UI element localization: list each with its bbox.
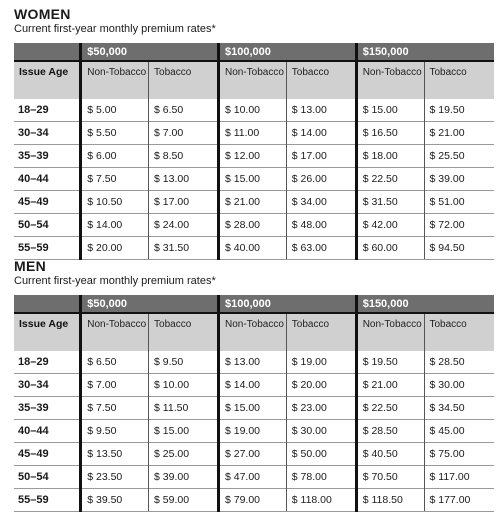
tobacco-rate-cell: $ 6.50 <box>149 99 219 122</box>
tobacco-rate-cell: $ 39.00 <box>424 168 494 191</box>
tobacco-rate-cell: $ 48.00 <box>286 214 356 237</box>
men-subtitle: Current first-year monthly premium rates* <box>14 275 216 287</box>
non-tobacco-rate-cell: $ 70.50 <box>356 466 424 489</box>
non-tobacco-rate-cell: $ 27.00 <box>218 443 286 466</box>
tobacco-header: Tobacco <box>424 313 494 351</box>
tobacco-rate-cell: $ 25.50 <box>424 145 494 168</box>
non-tobacco-rate-cell: $ 28.00 <box>218 214 286 237</box>
tobacco-rate-cell: $ 34.00 <box>286 191 356 214</box>
tobacco-rate-cell: $ 30.00 <box>424 374 494 397</box>
tobacco-rate-cell: $ 78.00 <box>286 466 356 489</box>
non-tobacco-rate-cell: $ 40.00 <box>218 237 286 260</box>
non-tobacco-rate-cell: $ 40.50 <box>356 443 424 466</box>
issue-age-cell: 45–49 <box>14 191 81 214</box>
issue-age-cell: 35–39 <box>14 145 81 168</box>
tobacco-rate-cell: $ 15.00 <box>149 420 219 443</box>
header-blank <box>14 43 81 61</box>
non-tobacco-rate-cell: $ 11.00 <box>218 122 286 145</box>
issue-age-header: Issue Age <box>14 313 81 351</box>
non-tobacco-rate-cell: $ 14.00 <box>81 214 149 237</box>
women-title: WOMEN <box>14 6 71 22</box>
tobacco-rate-cell: $ 39.00 <box>149 466 219 489</box>
tobacco-rate-cell: $ 20.00 <box>286 374 356 397</box>
non-tobacco-rate-cell: $ 10.00 <box>218 99 286 122</box>
non-tobacco-rate-cell: $ 6.00 <box>81 145 149 168</box>
men-title: MEN <box>14 258 47 274</box>
issue-age-cell: 18–29 <box>18 356 49 368</box>
tobacco-rate-cell: $ 11.50 <box>149 397 219 420</box>
tobacco-rate-cell: $ 25.00 <box>149 443 219 466</box>
tobacco-rate-cell: $ 72.00 <box>424 214 494 237</box>
issue-age-cell: 40–44 <box>14 168 81 191</box>
tobacco-rate-cell: $ 50.00 <box>286 443 356 466</box>
non-tobacco-rate-cell: $ 5.00 <box>81 99 149 122</box>
non-tobacco-rate-cell: $ 7.00 <box>81 374 149 397</box>
tobacco-rate-cell: $ 94.50 <box>424 237 494 260</box>
issue-age-cell: 45–49 <box>14 443 81 466</box>
table-row <box>14 237 494 260</box>
tobacco-rate-cell: $ 59.00 <box>149 489 219 512</box>
non-tobacco-header: Non-Tobacco <box>356 313 424 351</box>
table-row <box>14 489 494 512</box>
issue-age-cell: 50–54 <box>14 214 81 237</box>
issue-age-cell: 40–44 <box>14 420 81 443</box>
non-tobacco-rate-cell: $ 31.50 <box>356 191 424 214</box>
table-row <box>14 168 494 191</box>
table-row <box>14 122 494 145</box>
non-tobacco-rate-cell: $ 19.50 <box>356 351 424 374</box>
tobacco-rate-cell: $ 28.50 <box>424 351 494 374</box>
tobacco-rate-cell: $ 19.50 <box>424 99 494 122</box>
issue-age-cell: 30–34 <box>14 374 81 397</box>
non-tobacco-header: Non-Tobacco <box>81 61 149 99</box>
tobacco-rate-cell: $ 30.00 <box>286 420 356 443</box>
tobacco-rate-cell: $ 51.00 <box>424 191 494 214</box>
issue-age-cell: 18–29 <box>18 104 49 116</box>
non-tobacco-rate-cell: $ 15.00 <box>218 168 286 191</box>
non-tobacco-rate-cell: $ 5.50 <box>81 122 149 145</box>
non-tobacco-rate-cell: $ 47.00 <box>218 466 286 489</box>
non-tobacco-rate-cell: $ 20.00 <box>81 237 149 260</box>
tobacco-rate-cell: $ 21.00 <box>424 122 494 145</box>
tobacco-header: Tobacco <box>286 61 356 99</box>
tobacco-rate-cell: $ 34.50 <box>424 397 494 420</box>
non-tobacco-rate-cell: $ 12.00 <box>218 145 286 168</box>
table-row <box>14 443 494 466</box>
tobacco-rate-cell: $ 75.00 <box>424 443 494 466</box>
non-tobacco-rate-cell: $ 7.50 <box>81 397 149 420</box>
non-tobacco-rate-cell: $ 118.50 <box>356 489 424 512</box>
non-tobacco-rate-cell: $ 21.00 <box>356 374 424 397</box>
tobacco-rate-cell: $ 24.00 <box>149 214 219 237</box>
non-tobacco-rate-cell: $ 79.00 <box>218 489 286 512</box>
table-row <box>14 214 494 237</box>
tobacco-header: Tobacco <box>424 61 494 99</box>
issue-age-cell: 55–59 <box>14 237 81 260</box>
tobacco-rate-cell: $ 17.00 <box>286 145 356 168</box>
non-tobacco-rate-cell: $ 39.50 <box>81 489 149 512</box>
women-rate-table <box>14 43 494 260</box>
non-tobacco-header: Non-Tobacco <box>356 61 424 99</box>
non-tobacco-rate-cell: $ 28.50 <box>356 420 424 443</box>
non-tobacco-rate-cell: $ 21.00 <box>218 191 286 214</box>
tobacco-rate-cell: $ 13.00 <box>286 99 356 122</box>
non-tobacco-rate-cell: $ 23.50 <box>81 466 149 489</box>
non-tobacco-rate-cell: $ 22.50 <box>356 168 424 191</box>
tobacco-rate-cell: $ 26.00 <box>286 168 356 191</box>
non-tobacco-rate-cell: $ 9.50 <box>81 420 149 443</box>
tobacco-rate-cell: $ 13.00 <box>149 168 219 191</box>
issue-age-cell: 30–34 <box>14 122 81 145</box>
table-row <box>14 145 494 168</box>
table-row <box>14 374 494 397</box>
tobacco-rate-cell: $ 23.00 <box>286 397 356 420</box>
non-tobacco-rate-cell: $ 60.00 <box>356 237 424 260</box>
issue-age-cell: 55–59 <box>14 489 81 512</box>
tobacco-rate-cell: $ 17.00 <box>149 191 219 214</box>
non-tobacco-header: Non-Tobacco <box>218 313 286 351</box>
tobacco-rate-cell: $ 7.00 <box>149 122 219 145</box>
table-row <box>14 397 494 420</box>
issue-age-header: Issue Age <box>14 61 81 99</box>
non-tobacco-rate-cell: $ 18.00 <box>356 145 424 168</box>
tobacco-header: Tobacco <box>149 61 219 99</box>
amount-header: $100,000 <box>218 43 356 61</box>
issue-age-cell: 50–54 <box>14 466 81 489</box>
non-tobacco-rate-cell: $ 10.50 <box>81 191 149 214</box>
non-tobacco-rate-cell: $ 13.00 <box>218 351 286 374</box>
tobacco-rate-cell: $ 177.00 <box>424 489 494 512</box>
tobacco-rate-cell: $ 10.00 <box>149 374 219 397</box>
tobacco-rate-cell: $ 31.50 <box>149 237 219 260</box>
non-tobacco-header: Non-Tobacco <box>218 61 286 99</box>
non-tobacco-rate-cell: $ 16.50 <box>356 122 424 145</box>
non-tobacco-rate-cell: $ 6.50 <box>81 351 149 374</box>
non-tobacco-rate-cell: $ 7.50 <box>81 168 149 191</box>
non-tobacco-rate-cell: $ 13.50 <box>81 443 149 466</box>
tobacco-rate-cell: $ 8.50 <box>149 145 219 168</box>
table-row <box>14 351 494 374</box>
non-tobacco-header: Non-Tobacco <box>81 313 149 351</box>
tobacco-rate-cell: $ 117.00 <box>424 466 494 489</box>
table-row <box>14 466 494 489</box>
amount-header: $150,000 <box>356 295 494 313</box>
men-rate-table <box>14 295 494 512</box>
table-row <box>14 191 494 214</box>
tobacco-header: Tobacco <box>149 313 219 351</box>
amount-header: $50,000 <box>81 43 219 61</box>
non-tobacco-rate-cell: $ 15.00 <box>356 99 424 122</box>
tobacco-rate-cell: $ 63.00 <box>286 237 356 260</box>
tobacco-rate-cell: $ 118.00 <box>286 489 356 512</box>
amount-header: $50,000 <box>81 295 219 313</box>
header-blank <box>14 295 81 313</box>
tobacco-rate-cell: $ 14.00 <box>286 122 356 145</box>
table-row <box>14 420 494 443</box>
non-tobacco-rate-cell: $ 22.50 <box>356 397 424 420</box>
women-subtitle: Current first-year monthly premium rates* <box>14 23 216 35</box>
issue-age-cell: 35–39 <box>14 397 81 420</box>
non-tobacco-rate-cell: $ 19.00 <box>218 420 286 443</box>
tobacco-rate-cell: $ 19.00 <box>286 351 356 374</box>
non-tobacco-rate-cell: $ 42.00 <box>356 214 424 237</box>
non-tobacco-rate-cell: $ 15.00 <box>218 397 286 420</box>
table-row <box>14 99 494 122</box>
tobacco-rate-cell: $ 45.00 <box>424 420 494 443</box>
tobacco-rate-cell: $ 9.50 <box>149 351 219 374</box>
non-tobacco-rate-cell: $ 14.00 <box>218 374 286 397</box>
amount-header: $150,000 <box>356 43 494 61</box>
amount-header: $100,000 <box>218 295 356 313</box>
tobacco-header: Tobacco <box>286 313 356 351</box>
